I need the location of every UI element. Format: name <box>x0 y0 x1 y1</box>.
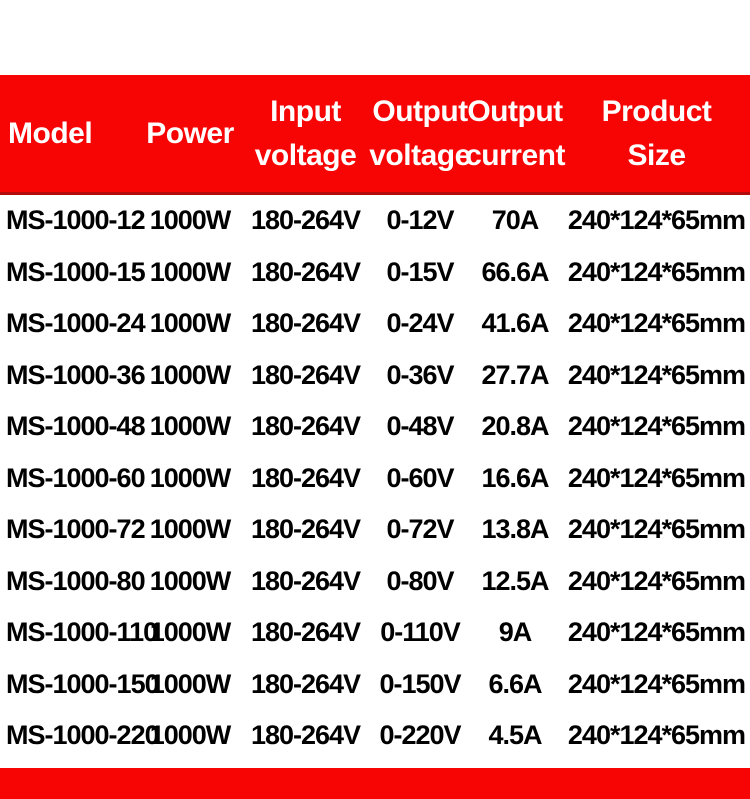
column-header-label: Output <box>372 94 468 128</box>
cell-product-size: 240*124*65mm <box>567 720 746 751</box>
cell-power: 1000W <box>149 668 231 699</box>
cell-output-voltage: 0-60V <box>386 462 454 493</box>
cell-input-voltage: 180-264V <box>250 462 361 493</box>
cell-power: 1000W <box>149 205 231 236</box>
footer-bar <box>0 768 750 799</box>
cell-output-voltage: 0-80V <box>386 565 454 596</box>
column-header-label: Output <box>467 94 563 128</box>
column-header-label: voltage <box>369 138 471 172</box>
cell-model: MS-1000-24 <box>6 308 145 339</box>
cell-power: 1000W <box>149 462 231 493</box>
cell-input-voltage: 180-264V <box>250 668 361 699</box>
cell-output-voltage: 0-15V <box>386 256 454 287</box>
column-header-label: Input <box>270 94 341 128</box>
cell-input-voltage: 180-264V <box>250 514 361 545</box>
cell-model: MS-1000-72 <box>6 514 145 545</box>
table-row <box>0 298 750 350</box>
cell-product-size: 240*124*65mm <box>567 617 746 648</box>
cell-product-size: 240*124*65mm <box>567 565 746 596</box>
cell-output-voltage: 0-72V <box>386 514 454 545</box>
cell-input-voltage: 180-264V <box>250 359 361 390</box>
cell-output-current: 9A <box>498 617 532 648</box>
table-row <box>0 350 750 402</box>
column-header-input-voltage <box>238 75 373 192</box>
cell-output-voltage: 0-36V <box>386 359 454 390</box>
table-row <box>0 247 750 299</box>
cell-input-voltage: 180-264V <box>250 617 361 648</box>
column-header-label: current <box>465 138 565 172</box>
table-row <box>0 504 750 556</box>
cell-output-voltage: 0-220V <box>379 720 461 751</box>
column-header-output-current <box>467 75 563 192</box>
column-header-product-size <box>563 75 750 192</box>
cell-output-current: 20.8A <box>481 411 549 442</box>
cell-model: MS-1000-220 <box>6 720 159 751</box>
cell-model: MS-1000-150 <box>6 668 159 699</box>
cell-output-current: 41.6A <box>481 308 549 339</box>
cell-model: MS-1000-15 <box>6 256 145 287</box>
cell-input-voltage: 180-264V <box>250 256 361 287</box>
cell-power: 1000W <box>149 565 231 596</box>
column-header-power <box>142 75 238 192</box>
cell-input-voltage: 180-264V <box>250 411 361 442</box>
cell-model: MS-1000-110 <box>6 617 158 648</box>
cell-power: 1000W <box>149 411 231 442</box>
cell-output-current: 66.6A <box>481 256 549 287</box>
cell-output-voltage: 0-12V <box>386 205 454 236</box>
column-header-model <box>0 75 142 192</box>
cell-output-voltage: 0-110V <box>380 617 460 648</box>
table-row <box>0 453 750 505</box>
table-row <box>0 659 750 711</box>
cell-input-voltage: 180-264V <box>250 308 361 339</box>
table-row <box>0 607 750 659</box>
cell-output-current: 12.5A <box>481 565 549 596</box>
cell-power: 1000W <box>149 514 231 545</box>
cell-output-voltage: 0-24V <box>386 308 454 339</box>
column-header-label: Size <box>627 138 686 172</box>
table-body <box>0 195 750 768</box>
cell-model: MS-1000-60 <box>6 462 145 493</box>
column-header-label: Model <box>8 116 93 150</box>
table-header-row <box>0 75 750 195</box>
cell-product-size: 240*124*65mm <box>567 205 746 236</box>
table-row <box>0 710 750 762</box>
cell-model: MS-1000-12 <box>6 205 145 236</box>
column-header-label: Power <box>146 116 234 150</box>
cell-product-size: 240*124*65mm <box>567 462 746 493</box>
cell-power: 1000W <box>149 256 231 287</box>
cell-input-voltage: 180-264V <box>250 205 361 236</box>
cell-model: MS-1000-80 <box>6 565 145 596</box>
cell-product-size: 240*124*65mm <box>567 308 746 339</box>
cell-power: 1000W <box>149 308 231 339</box>
cell-output-voltage: 0-150V <box>379 668 461 699</box>
cell-model: MS-1000-48 <box>6 411 145 442</box>
cell-power: 1000W <box>149 720 231 751</box>
column-header-label: Product <box>601 94 712 128</box>
cell-input-voltage: 180-264V <box>250 720 361 751</box>
column-header-label: voltage <box>254 138 357 172</box>
cell-output-current: 27.7A <box>481 359 549 390</box>
cell-output-current: 13.8A <box>481 514 549 545</box>
cell-input-voltage: 180-264V <box>250 565 361 596</box>
cell-product-size: 240*124*65mm <box>567 514 746 545</box>
top-whitespace <box>0 0 750 75</box>
cell-output-current: 6.6A <box>488 668 542 699</box>
cell-power: 1000W <box>149 359 231 390</box>
column-header-output-voltage <box>369 75 471 192</box>
cell-product-size: 240*124*65mm <box>567 256 746 287</box>
cell-product-size: 240*124*65mm <box>567 668 746 699</box>
cell-model: MS-1000-36 <box>6 359 145 390</box>
table-row <box>0 556 750 608</box>
table-row <box>0 195 750 247</box>
cell-power: 1000W <box>149 617 231 648</box>
cell-output-current: 16.6A <box>481 462 549 493</box>
cell-output-current: 4.5A <box>488 720 542 751</box>
cell-output-current: 70A <box>491 205 539 236</box>
cell-product-size: 240*124*65mm <box>567 411 746 442</box>
table-row <box>0 401 750 453</box>
cell-output-voltage: 0-48V <box>386 411 454 442</box>
cell-product-size: 240*124*65mm <box>567 359 746 390</box>
